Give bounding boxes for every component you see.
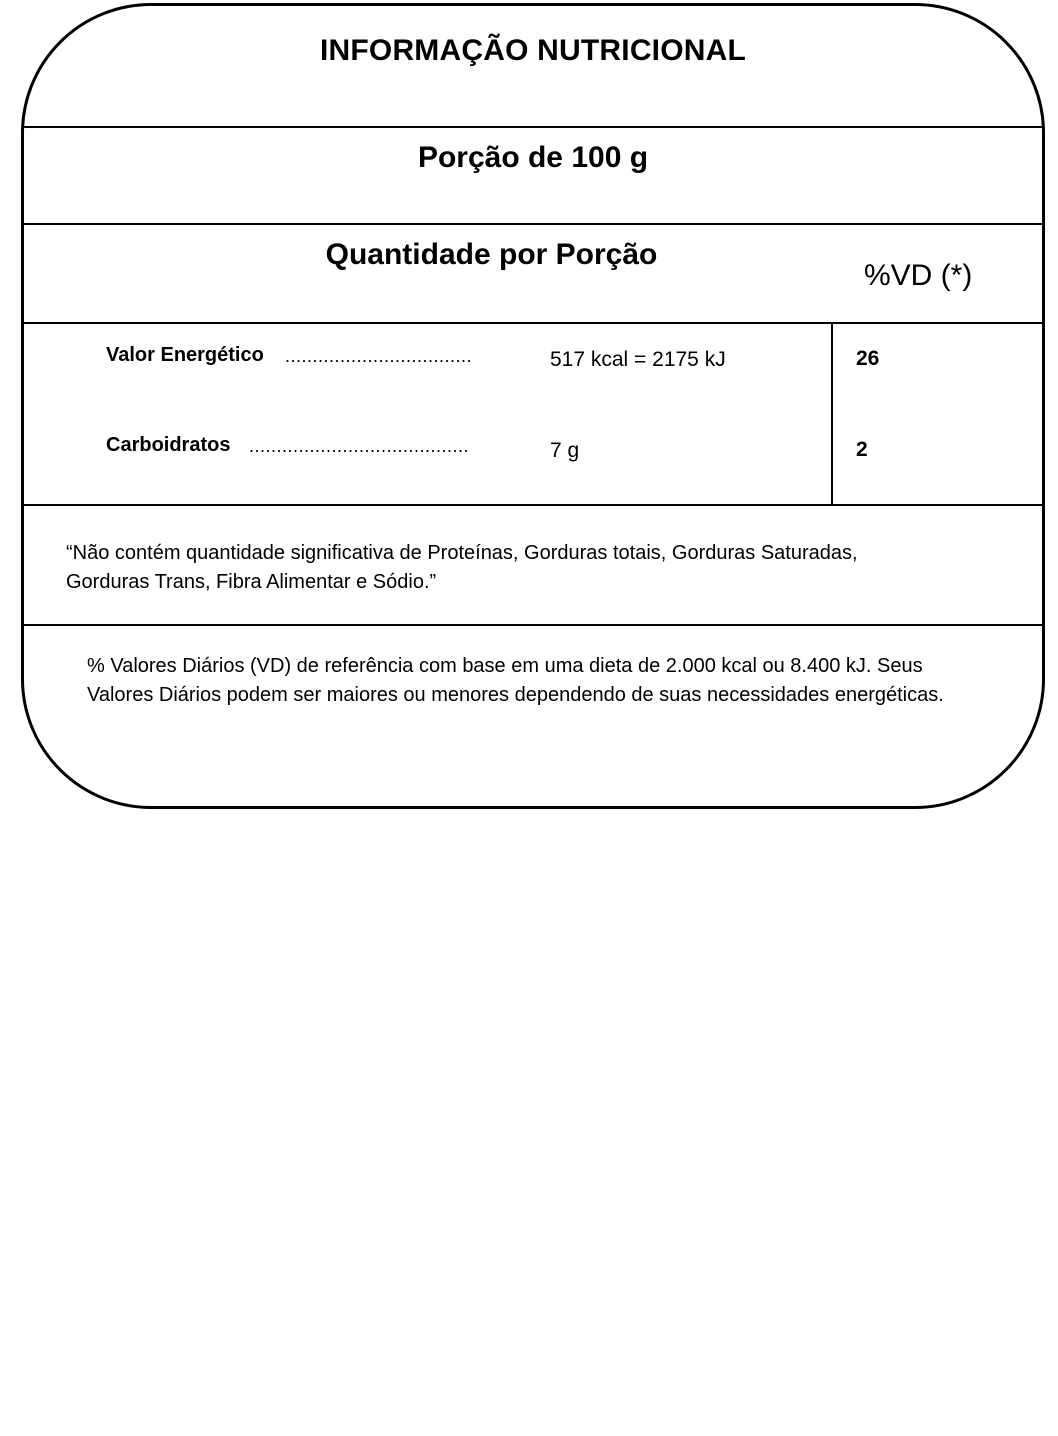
- label-title: INFORMAÇÃO NUTRICIONAL: [319, 34, 747, 67]
- nutrient-amount-carbohydrates: 7 g: [550, 439, 580, 462]
- nutrient-vd-carbohydrates: 2: [856, 438, 868, 461]
- divider-header: [24, 322, 1042, 324]
- divider-portion: [24, 223, 1042, 225]
- daily-value-header: %VD (*): [864, 259, 973, 292]
- divider-disclaimer: [24, 624, 1042, 626]
- nutrient-vd-energy: 26: [856, 347, 880, 370]
- portion-size: Porção de 100 g: [417, 141, 649, 174]
- divider-nutrients: [24, 504, 1042, 506]
- nutrient-name-energy: Valor Energético: [106, 344, 264, 366]
- daily-value-footnote: % Valores Diários (VD) de referência com base em uma dieta de 2.000 kcal ou 8.400 kJ. Seus Valores Diários podem ser maiores ou menores dependendo de suas necessidades energéticas.: [87, 655, 944, 706]
- disclaimer-text: “Não contém quantidade significativa de Proteínas, Gorduras totais, Gorduras Saturadas, Gorduras Trans, Fibra Alimentar e Sódio.”: [66, 542, 858, 593]
- nutrient-amount-energy: 517 kcal = 2175 kJ: [550, 348, 726, 371]
- dot-leader-carbohydrates: ........................................: [249, 436, 470, 456]
- quantity-per-portion-header: Quantidade por Porção: [325, 238, 658, 271]
- nutrition-facts-label: [21, 3, 1045, 809]
- divider-title: [24, 126, 1042, 128]
- dot-leader-energy: ..................................: [285, 346, 473, 366]
- nutrient-name-carbohydrates: Carboidratos: [106, 434, 231, 456]
- column-divider: [831, 322, 833, 504]
